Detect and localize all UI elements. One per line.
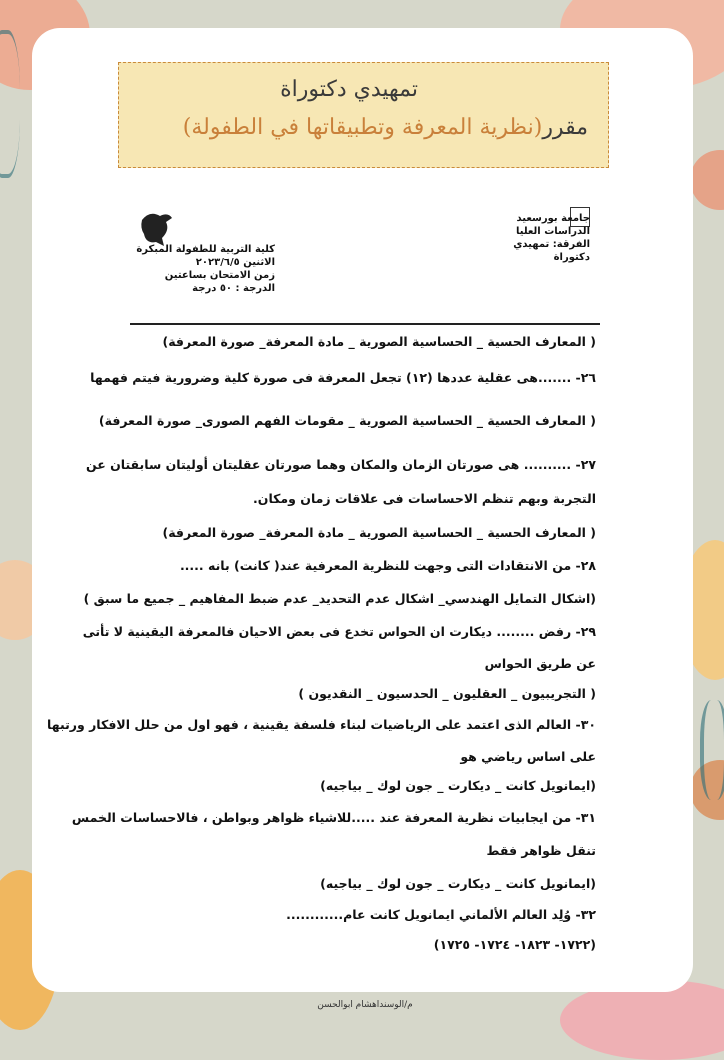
- question-26: ٢٦- .......هى عقلية عددها (١٢) تجعل المعرفة فى صورة كلية وضرورية فيتم فهمها: [90, 370, 596, 385]
- title-main: تمهيدي دكتوراة: [280, 77, 418, 102]
- text-line: ( المعارف الحسية _ الحساسية الصورية _ مقومات الفهم الصورى_ صورة المعرفة): [98, 413, 596, 428]
- decor-squiggle: [0, 30, 20, 178]
- paren-open: (: [533, 115, 543, 140]
- paren-close: ): [182, 115, 192, 140]
- question-30: ٣٠- العالم الذى اعتمد على الرياضيات لبناء فلسفة يقينية ، فهو اول من حلل الافكار ورتبها: [47, 717, 596, 732]
- level-name: الفرقة: تمهيدي دكتوراة: [513, 239, 590, 263]
- text-line: ( المعارف الحسية _ الحساسية الصورية _ مادة المعرفة_ صورة المعرفة): [162, 334, 596, 349]
- exam-grade: الدرجة : ٥٠ درجة: [192, 283, 275, 294]
- question-29: ٢٩- رفض ........ ديكارت ان الحواس تخدع فى بعض الاحيان فالمعرفة اليقينية لا تأتى: [82, 624, 596, 639]
- title-box: [118, 62, 609, 168]
- text-line: (١٧٢٢- ١٨٢٣- ١٧٢٤- ١٧٢٥): [433, 937, 596, 952]
- question-28: ٢٨- من الانتقادات التى وجهت للنظرية المعرفية عند( كانت) بانه .....: [179, 558, 596, 573]
- faculty-name: كلية التربية للطفولة المبكرة: [136, 244, 275, 255]
- university-name: جامعة بورسعيد: [516, 213, 590, 224]
- header-exam-info: [135, 243, 275, 295]
- department-name: الدراسات العليا: [515, 226, 590, 237]
- question-32: ٣٢- وُلِد العالم الألماني ايمانويل كانت عام............: [286, 907, 596, 922]
- question-27: ٢٧- .......... هى صورتان الزمان والمكان وهما صورتان عقليتان أوليتان سابقتان عن: [85, 457, 596, 472]
- decor-splotch: [560, 980, 724, 1060]
- decor-squiggle: [700, 700, 724, 800]
- header-university: [480, 212, 590, 264]
- exam-date: الاثنين ٢٠٢٣/٦/٥: [195, 257, 275, 268]
- text-line: (اشكال التمايل الهندسي_ اشكال عدم التحديد_ عدم ضبط المفاهيم _ جميع ما سبق ): [83, 591, 596, 606]
- text-line: ( التجريبيون _ العقليون _ الحدسيون _ النقديون ): [298, 686, 596, 701]
- exam-duration: زمن الامتحان بساعتين: [164, 270, 275, 281]
- text-line: تنقل ظواهر فقط: [486, 843, 596, 858]
- text-line: على اساس رياضي هو: [460, 749, 596, 764]
- decor-splotch: [690, 150, 724, 210]
- text-line: التجربة وبهم تنظم الاحساسات فى علاقات زمان ومكان.: [253, 491, 596, 506]
- course-name: نظرية المعرفة وتطبيقاتها في الطفولة: [191, 115, 534, 140]
- text-line: (ايمانويل كانت _ ديكارت _ جون لوك _ بياجيه): [320, 778, 596, 793]
- text-line: (ايمانويل كانت _ ديكارت _ جون لوك _ بياجيه): [320, 876, 596, 891]
- header-divider: [130, 323, 600, 325]
- text-line: عن طريق الحواس: [484, 656, 596, 671]
- course-prefix: مقرر: [542, 115, 588, 140]
- text-line: ( المعارف الحسية _ الحساسية الصورية _ مادة المعرفة_ صورة المعرفة): [162, 525, 596, 540]
- footer-credit: م/الوسنداهشام ابوالحسن: [317, 1000, 413, 1010]
- question-31: ٣١- من ايجابيات نظرية المعرفة عند .....للاشياء ظواهر وبواطن ، فالاحساسات الخمس: [71, 810, 596, 825]
- faculty-logo-icon: [138, 208, 176, 248]
- course-title: [183, 115, 588, 140]
